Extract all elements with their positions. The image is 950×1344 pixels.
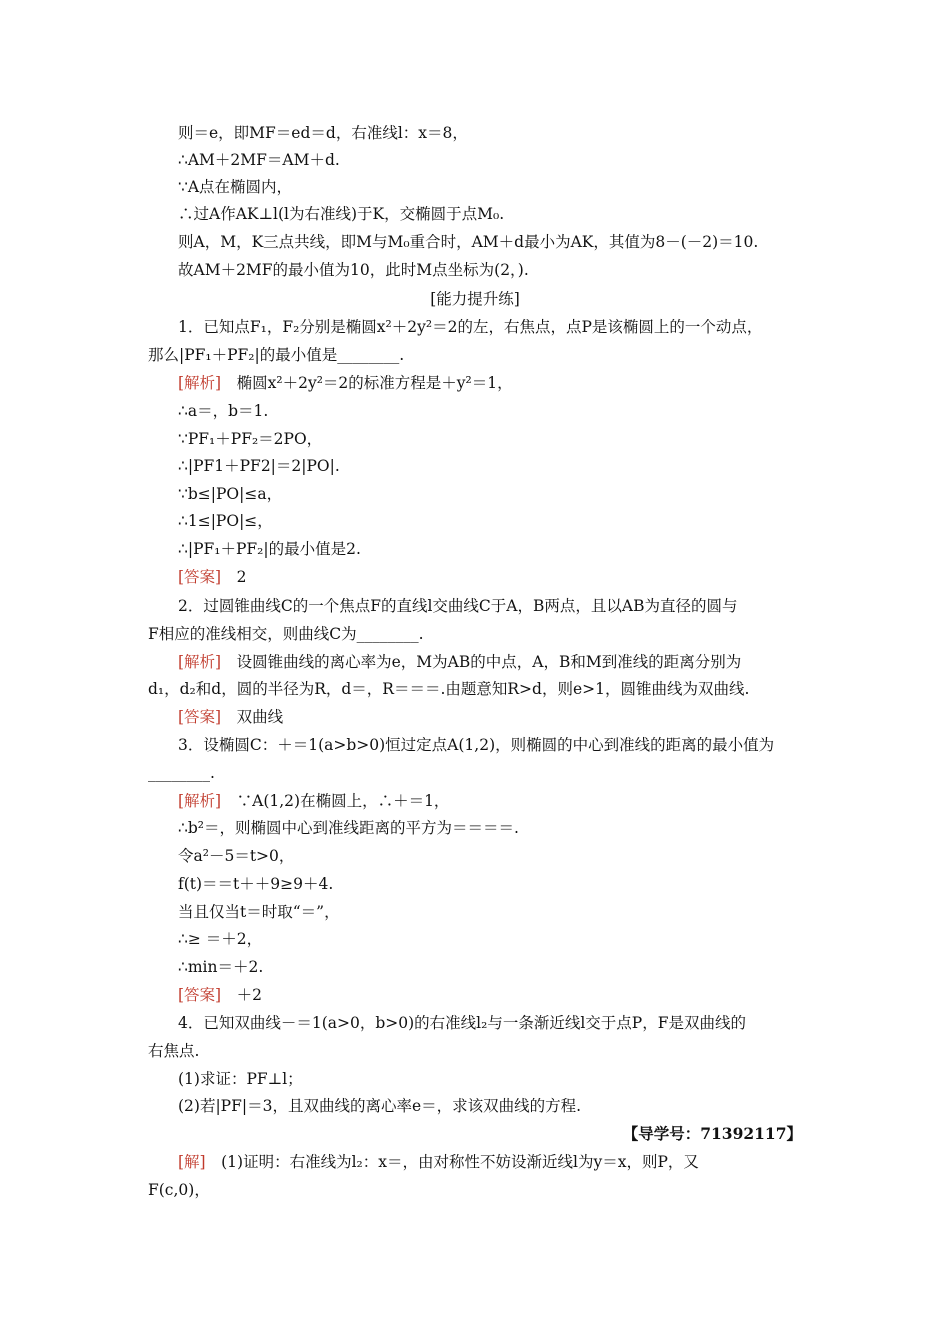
text-line: ∴过A作AK⊥l(l为右准线)于K，交椭圆于点M₀. xyxy=(178,205,505,223)
section-heading: [能力提升练] xyxy=(430,290,520,308)
text-line: 右焦点. xyxy=(148,1042,200,1060)
analysis-line: [解析] 设圆锥曲线的离心率为e，M为AB的中点，A，B和M到准线的距离分别为 xyxy=(178,653,742,671)
text-line: 则＝e，即MF＝ed＝d，右准线l：x＝8， xyxy=(178,124,468,142)
text-line: ∵b≤|PO|≤a， xyxy=(178,485,283,503)
text-line: d₁，d₂和d，圆的半径为R，d＝，R＝＝＝.由题意知R>d，则e>1，圆锥曲线为双曲线. xyxy=(148,680,750,698)
analysis-tag: [解析] xyxy=(178,653,222,671)
answer-line: [答案] 双曲线 xyxy=(178,708,284,726)
text-line: ∴a＝，b＝1. xyxy=(178,402,269,420)
answer-tag: [答案] xyxy=(178,708,222,726)
text-line: (1)求证：PF⊥l； xyxy=(178,1070,303,1088)
question-4: 4．已知双曲线－＝1(a>0，b>0)的右准线l₂与一条渐近线l交于点P，F是双曲线的 xyxy=(178,1014,746,1032)
analysis-tag: [解析] xyxy=(178,374,222,392)
text-line: 令a²－5＝t>0， xyxy=(178,847,295,865)
text-line: ∴≥ ＝＋2， xyxy=(178,930,263,948)
solution-line: [解] (1)证明：右准线为l₂：x＝，由对称性不妨设渐近线l为y＝x，则P，又 xyxy=(178,1153,699,1171)
analysis-line: [解析] 椭圆x²＋2y²＝2的标准方程是＋y²＝1， xyxy=(178,374,513,392)
text-line: f(t)＝＝t＋＋9≥9＋4. xyxy=(178,875,334,893)
text-line: (2)若|PF|＝3，且双曲线的离心率e＝，求该双曲线的方程. xyxy=(178,1097,582,1115)
text-line: 故AM＋2MF的最小值为10，此时M点坐标为(2，). xyxy=(178,261,529,279)
analysis-tag: [解析] xyxy=(178,792,222,810)
text-line: ∵PF₁＋PF₂＝2PO， xyxy=(178,430,323,448)
text-line: ∴|PF1＋PF2|＝2|PO|. xyxy=(178,457,340,475)
answer-tag: [答案] xyxy=(178,568,222,586)
text-line: 那么|PF₁＋PF₂|的最小值是________. xyxy=(148,346,405,364)
text-line: ∴1≤|PO|≤， xyxy=(178,512,273,530)
text-line: 则A，M，K三点共线，即M与M₀重合时，AM＋d最小为AK，其值为8－(－2)＝10. xyxy=(178,233,759,251)
text-line: ________. xyxy=(148,764,215,782)
text-line: 当且仅当t＝时取“＝”， xyxy=(178,903,340,921)
question-3: 3．设椭圆C：＋＝1(a>b>0)恒过定点A(1,2)，则椭圆的中心到准线的距离的最小值为 xyxy=(178,736,775,754)
text-line: ∴b²＝，则椭圆中心到准线距离的平方为＝＝＝＝. xyxy=(178,819,519,837)
answer-line: [答案] ＋2 xyxy=(178,986,262,1004)
answer-line: [答案] 2 xyxy=(178,568,247,586)
text-line: ∴|PF₁＋PF₂|的最小值是2. xyxy=(178,540,361,558)
guide-number: 【导学号：71392117】 xyxy=(622,1124,802,1143)
text-line: ∵A点在椭圆内， xyxy=(178,178,293,196)
solution-tag: [解] xyxy=(178,1153,206,1171)
text-line: F相应的准线相交，则曲线C为________. xyxy=(148,625,424,643)
text-line: F(c,0)， xyxy=(148,1181,210,1199)
text-line: ∴AM＋2MF＝AM＋d. xyxy=(178,151,340,169)
analysis-line: [解析] ∵A(1,2)在椭圆上，∴＋＝1， xyxy=(178,792,450,810)
text-line: ∴min＝＋2. xyxy=(178,958,264,976)
answer-tag: [答案] xyxy=(178,986,222,1004)
question-1: 1．已知点F₁，F₂分别是椭圆x²＋2y²＝2的左，右焦点，点P是该椭圆上的一个动点， xyxy=(178,318,763,336)
question-2: 2．过圆锥曲线C的一个焦点F的直线l交曲线C于A，B两点，且以AB为直径的圆与 xyxy=(178,597,738,615)
